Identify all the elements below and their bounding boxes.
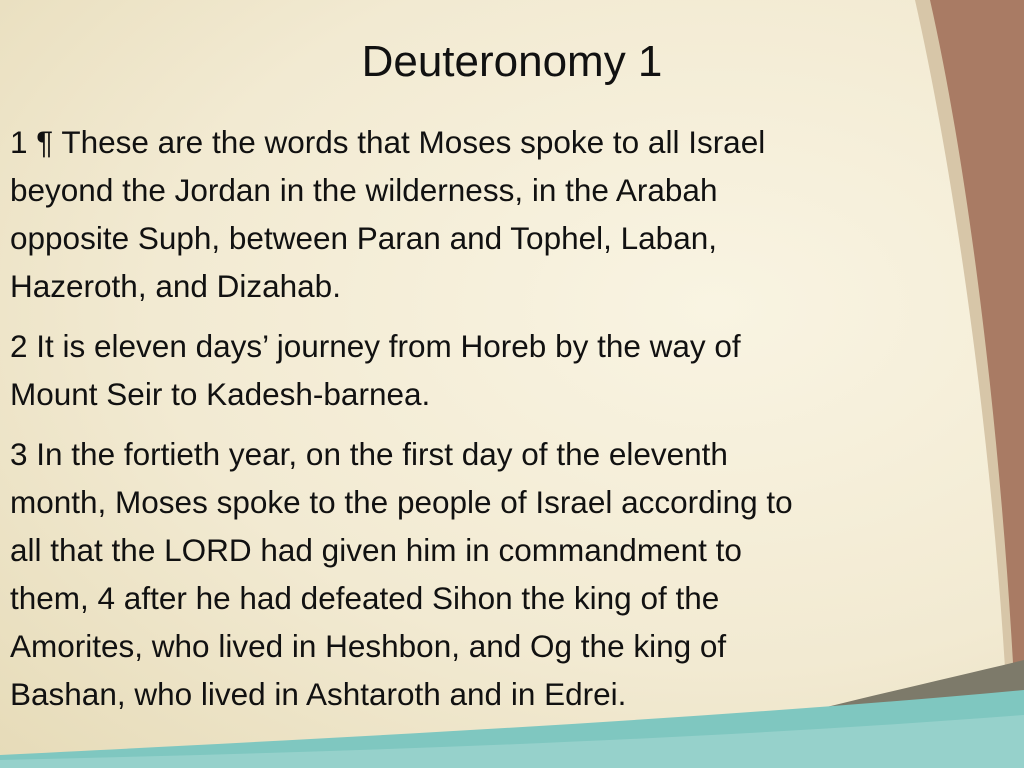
slide-body: [10, 118, 1010, 730]
verse-paragraph-2: [10, 322, 1010, 418]
text-line: Amorites, who lived in Heshbon, and Og the king of: [10, 628, 727, 664]
slide-title: Deuteronomy 1: [361, 37, 663, 86]
text-line: them, 4 after he had defeated Sihon the king of the: [10, 580, 720, 616]
text-line: Mount Seir to Kadesh-barnea.: [10, 376, 431, 412]
text-line: 2 It is eleven days’ journey from Horeb by the way of: [10, 328, 741, 364]
text-line: 1 ¶ These are the words that Moses spoke to all Israel: [10, 124, 766, 160]
text-line: beyond the Jordan in the wilderness, in the Arabah: [10, 172, 718, 208]
text-line: all that the LORD had given him in commandment to: [10, 532, 742, 568]
text-line: Bashan, who lived in Ashtaroth and in Edrei.: [10, 676, 627, 712]
text-line: Hazeroth, and Dizahab.: [10, 268, 341, 304]
verse-paragraph-1: [10, 118, 1010, 310]
text-line: 3 In the fortieth year, on the first day of the eleventh: [10, 436, 728, 472]
text-line: opposite Suph, between Paran and Tophel, Laban,: [10, 220, 717, 256]
text-line: month, Moses spoke to the people of Israel according to: [10, 484, 793, 520]
verse-paragraph-3: [10, 430, 1010, 718]
